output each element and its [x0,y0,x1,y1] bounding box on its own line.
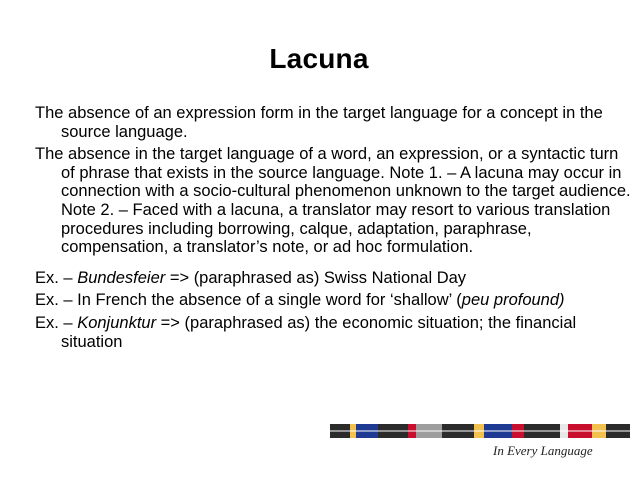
example-3 [35,314,631,351]
example-rest: => (paraphrased as) Swiss National Day [165,268,467,287]
example-2 [35,291,631,310]
example-prefix: Ex. – [35,313,78,332]
brand-logo-text: In Every Language [493,443,593,458]
slide-title: Lacuna [269,43,369,74]
example-prefix: Ex. – In French the absence of a single word for ‘shallow’ ( [35,291,462,310]
definition-paragraph-2 [35,145,631,257]
example-term: Konjunktur [77,313,157,332]
paragraph-text: The absence of an expression form in the target language for a concept in the source language. [35,104,603,141]
example-prefix: Ex. – [35,268,78,287]
example-1 [35,269,631,288]
example-term: Bundesfeier [77,268,166,287]
example-term: peu profound) [461,291,565,310]
paragraph-text: The absence in the target language of a word, an expression, or a syntactic turn of phrase that exists in the source language. Note 1. – A lacuna may occur in connection with a socio-cultural phenomenon unknown to the target audience. Note 2. – Faced with a lacuna, a translator may resort to various translation procedures including borrowing, calque, adaptation, paraphrase, compensation, a translator’s note, or ad hoc formulation. [35,145,631,257]
example-rest: => (paraphrased as) the economic situation; the financial situation [61,313,577,351]
definition-paragraph-1 [35,104,631,141]
brand-color-bar [330,424,630,438]
slide-body [35,104,631,355]
